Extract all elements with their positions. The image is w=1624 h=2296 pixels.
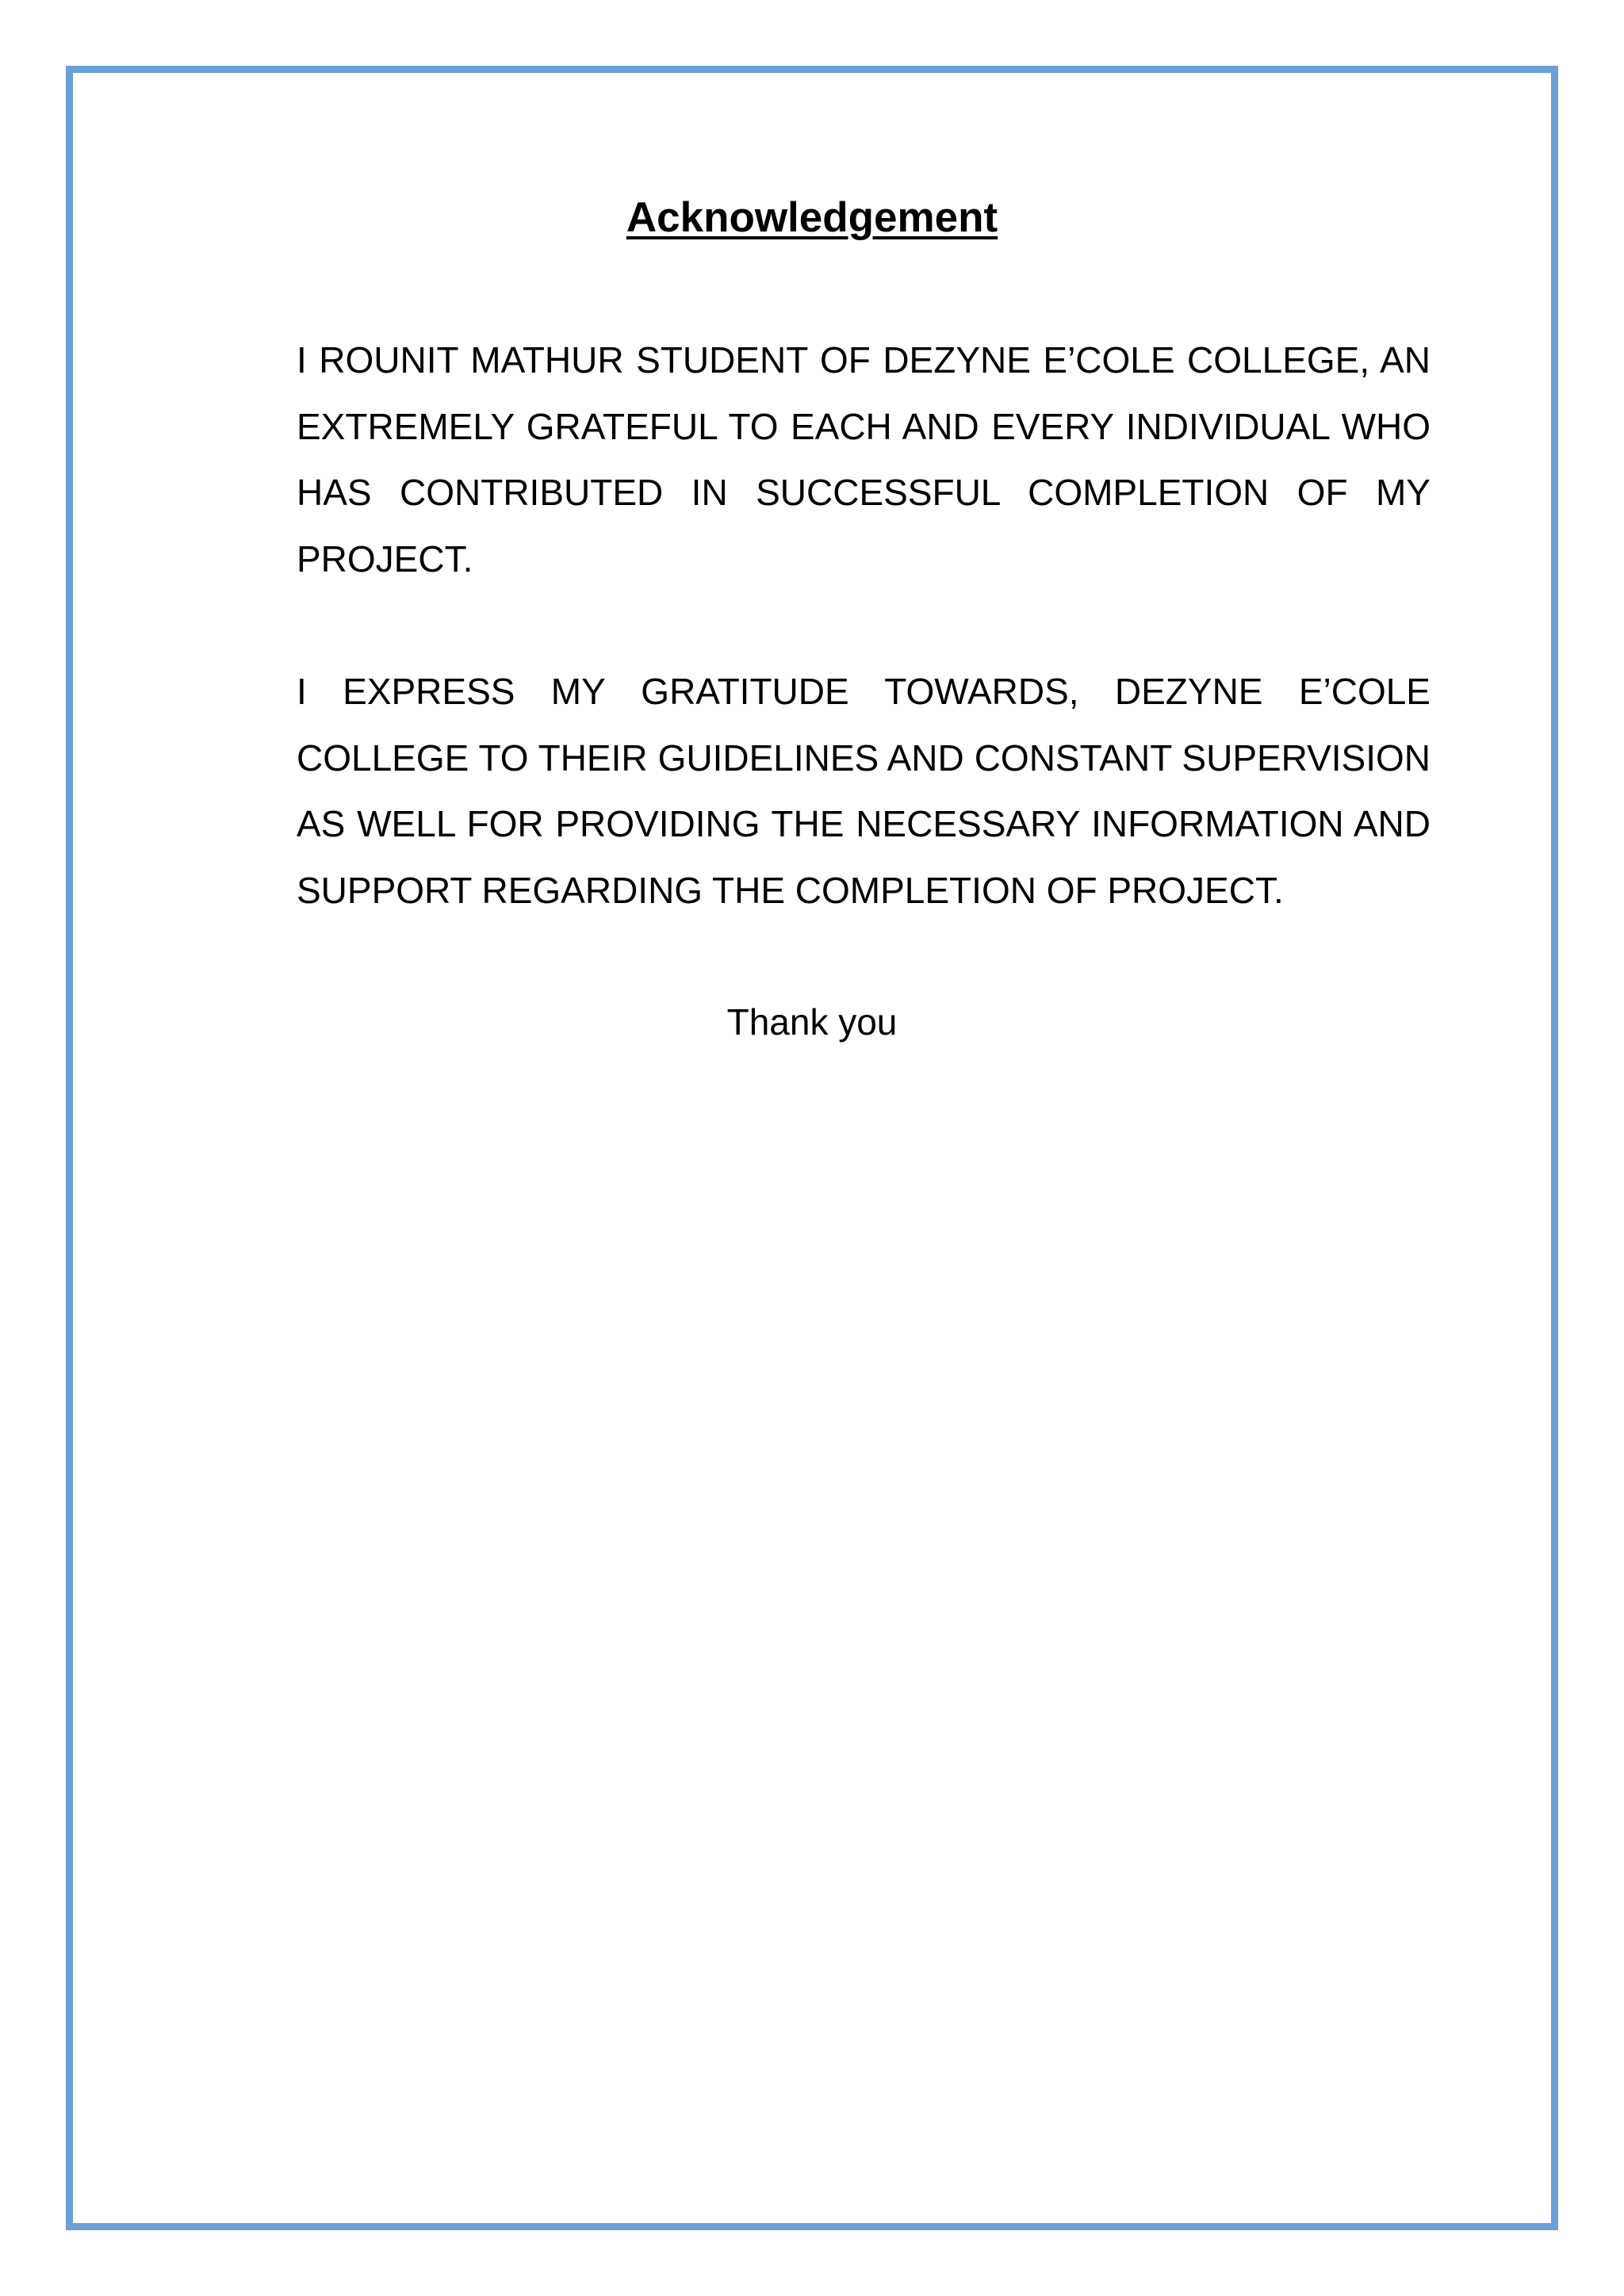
acknowledgement-paragraph-2: I EXPRESS MY GRATITUDE TOWARDS, DEZYNE E’COLE COLLEGE TO THEIR GUIDELINES AND CONSTANT SUPERVISION AS WELL FOR PROVIDING THE NECESSARY INFORMATION AND SUPPORT REGARDING THE COMPLETION OF PROJECT. — [297, 671, 1431, 911]
acknowledgement-paragraph-1: I ROUNIT MATHUR STUDENT OF DEZYNE E’COLE COLLEGE, AN EXTREMELY GRATEFUL TO EACH AND EVERY INDIVIDUAL WHO HAS CONTRIBUTED IN SUCCESSFUL COMPLETION OF MY PROJECT. — [297, 339, 1431, 580]
closing-text: Thank you — [726, 1001, 898, 1043]
page-title: Acknowledgement — [626, 194, 998, 241]
